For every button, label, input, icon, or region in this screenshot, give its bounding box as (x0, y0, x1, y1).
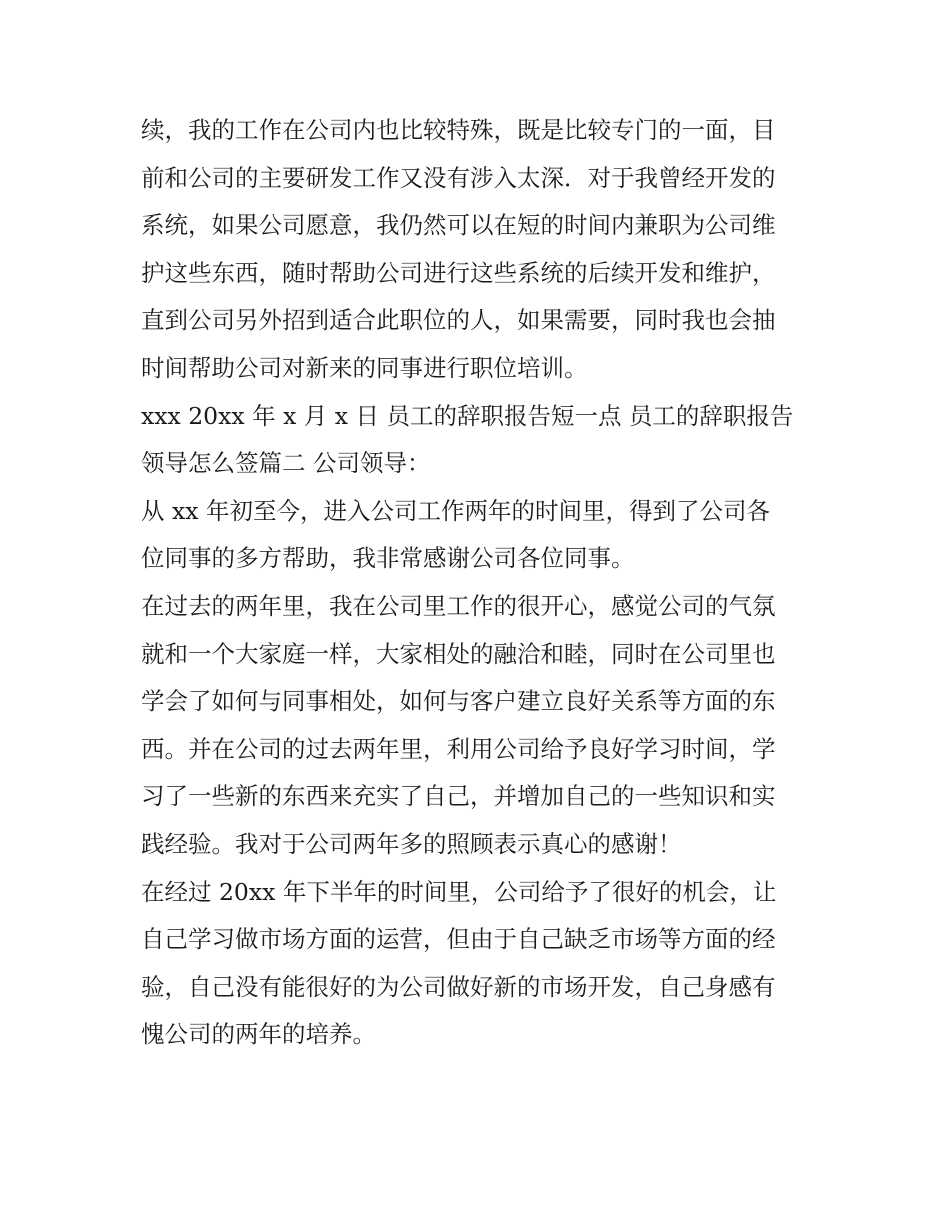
text-line: 直到公司另外招到适合此职位的人，如果需要，同时我也会抽 (141, 306, 776, 335)
text-line: 在经过 20xx 年下半年的时间里，公司给予了很好的机会，让 (141, 877, 777, 906)
text-line: 践经验。我对于公司两年多的照顾表示真心的感谢！ (141, 829, 682, 858)
text-line: 自己学习做市场方面的运营，但由于自己缺乏市场等方面的经 (141, 925, 776, 954)
text-line: xxx 20xx 年 x 月 x 日 员工的辞职报告短一点 员工的辞职报告 (141, 401, 794, 430)
text-line: 护这些东西，随时帮助公司进行这些系统的后续开发和维护， (141, 258, 776, 287)
text-line: 前和公司的主要研发工作又没有涉入太深．对于我曾经开发的 (141, 163, 776, 192)
text-line: 领导怎么签篇二 公司领导： (141, 449, 431, 478)
text-line: 系统，如果公司愿意，我仍然可以在短的时间内兼职为公司维 (141, 211, 776, 240)
text-line: 学会了如何与同事相处，如何与客户建立良好关系等方面的东 (141, 687, 776, 716)
text-line: 在过去的两年里，我在公司里工作的很开心，感觉公司的气氛 (141, 591, 776, 620)
text-line: 时间帮助公司对新来的同事进行职位培训。 (141, 353, 588, 382)
text-line: 就和一个大家庭一样，大家相处的融洽和睦，同时在公司里也 (141, 639, 776, 668)
document-body (141, 107, 821, 1059)
text-line: 续，我的工作在公司内也比较特殊，既是比较专门的一面，目 (141, 116, 776, 144)
text-line: 从 xx 年初至今，进入公司工作两年的时间里，得到了公司各 (141, 496, 770, 525)
text-line: 位同事的多方帮助，我非常感谢公司各位同事。 (141, 544, 635, 573)
text-line: 验，自己没有能很好的为公司做好新的市场开发，自己身感有 (141, 972, 776, 1001)
text-line: 西。并在公司的过去两年里，利用公司给予良好学习时间，学 (141, 734, 776, 763)
text-line: 愧公司的两年的培养。 (141, 1020, 376, 1049)
text-line: 习了一些新的东西来充实了自己，并增加自己的一些知识和实 (141, 782, 776, 811)
